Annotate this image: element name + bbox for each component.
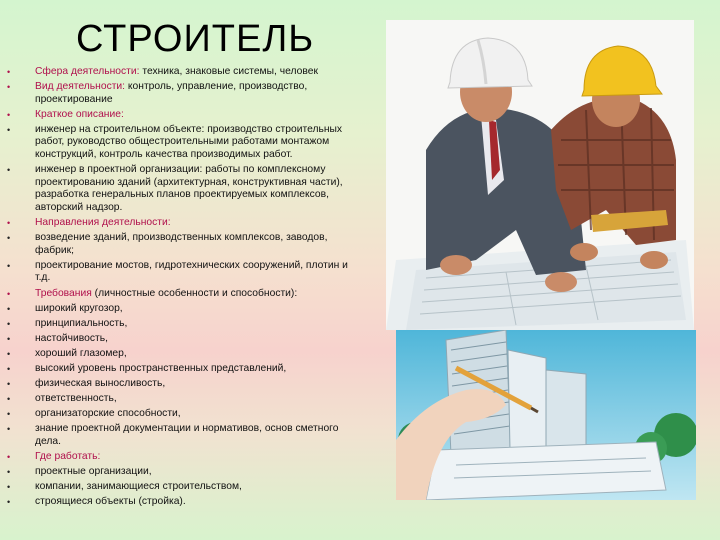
bullet-icon: •	[7, 409, 11, 420]
bullet-icon: •	[7, 165, 11, 176]
bullet-icon: •	[7, 482, 11, 493]
list-item	[7, 164, 352, 214]
list-item	[7, 481, 352, 494]
engineers-photo	[386, 20, 694, 330]
bullet-icon: •	[7, 260, 11, 271]
section-heading-item	[7, 288, 352, 301]
section-label: Сфера деятельности:	[35, 66, 140, 77]
bullet-icon: •	[7, 124, 11, 135]
list-item	[7, 333, 352, 346]
building-drawing-photo	[396, 330, 696, 500]
list-item	[7, 423, 352, 448]
list-item	[7, 348, 352, 361]
item-text: компании, занимающиеся строительством,	[35, 481, 242, 493]
item-text: контроль, управление, производство, проектирование	[35, 81, 308, 105]
bullet-icon: •	[7, 348, 11, 359]
item-text: строящиеся объекты (стройка).	[35, 496, 186, 508]
section-label: Направления деятельности:	[35, 217, 171, 229]
list-item	[7, 466, 352, 479]
content-list	[7, 66, 352, 511]
list-item	[7, 303, 352, 316]
bullet-icon: •	[7, 303, 11, 314]
list-item	[7, 260, 352, 285]
item-text: знание проектной документации и нормативов, основ сметного дела.	[35, 423, 339, 447]
list-item	[7, 124, 352, 162]
bullet-icon: •	[7, 452, 11, 463]
bullet-icon: •	[7, 288, 11, 299]
list-item	[7, 378, 352, 391]
item-text: широкий кругозор,	[35, 302, 123, 314]
list-item	[7, 408, 352, 421]
section-heading-item	[7, 109, 352, 122]
list-item	[7, 496, 352, 509]
bullet-icon: •	[7, 424, 11, 435]
bullet-icon: •	[7, 218, 11, 229]
list-item	[7, 363, 352, 376]
section-label: Вид деятельности:	[35, 81, 126, 93]
bullet-icon: •	[7, 497, 11, 508]
bullet-icon: •	[7, 379, 11, 390]
bullet-icon: •	[7, 394, 11, 405]
item-text: настойчивость,	[35, 332, 108, 344]
item-text: организаторские способности,	[35, 408, 181, 420]
item-text: инженер в проектной организации: работы по комплексному проектированию зданий (архитектурная, конструктивная части), разработка генеральных планов проектируемых комплексов, авторский надзор.	[35, 164, 343, 213]
bullet-icon: •	[7, 109, 11, 120]
item-text: (личностные особенности и способности):	[91, 287, 298, 299]
item-text: инженер на строительном объекте: производство строительных работ, руководство общестроительными работами монтажом конструкций, контроль качества производимых работ.	[35, 123, 343, 161]
item-text: физическая выносливость,	[35, 378, 166, 390]
bullet-icon: •	[7, 233, 11, 244]
item-text: ответственность,	[35, 393, 117, 405]
item-text: высокий уровень пространственных представлений,	[35, 362, 287, 374]
bullet-icon: •	[7, 363, 11, 374]
section-heading-item	[7, 451, 352, 464]
item-text: проектные организации,	[35, 466, 152, 478]
bullet-icon: •	[7, 333, 11, 344]
list-item	[7, 318, 352, 331]
section-heading-item	[7, 66, 352, 79]
list-item	[7, 232, 352, 257]
list-item	[7, 393, 352, 406]
item-text: принципиальность,	[35, 317, 128, 329]
section-label: Краткое описание:	[35, 108, 124, 120]
item-text: хороший глазомер,	[35, 347, 127, 359]
bullet-icon: •	[7, 318, 11, 329]
item-text: техника, знаковые системы, человек	[139, 66, 318, 77]
item-text: проектирование мостов, гидротехнических сооружений, плотин и т.д.	[35, 259, 348, 284]
section-label: Требования	[35, 287, 92, 299]
bullet-icon: •	[7, 67, 11, 77]
bullet-icon: •	[7, 82, 11, 93]
page-title: СТРОИТЕЛЬ	[76, 18, 315, 60]
item-text: возведение зданий, производственных комплексов, заводов, фабрик;	[35, 232, 328, 256]
section-heading-item	[7, 81, 352, 106]
bullet-icon: •	[7, 467, 11, 478]
section-label: Где работать:	[35, 451, 101, 463]
section-heading-item	[7, 217, 352, 230]
